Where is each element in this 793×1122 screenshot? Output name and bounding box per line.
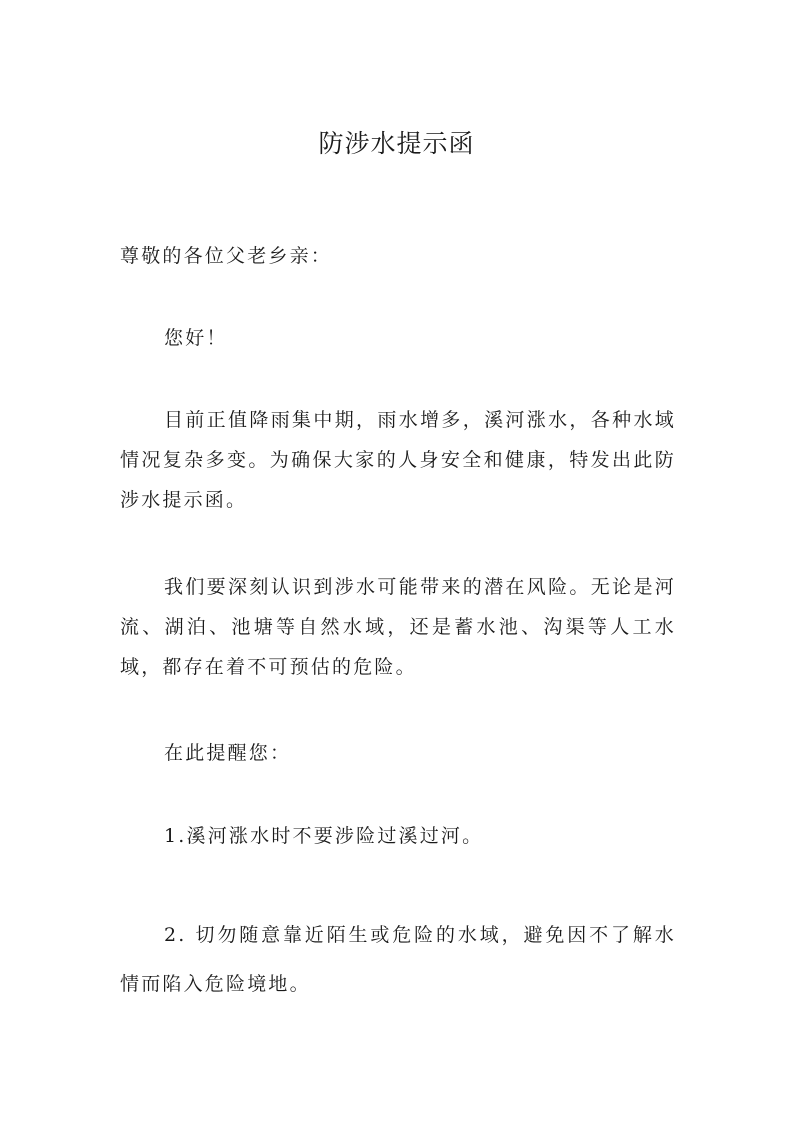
- greeting: 您好！: [164, 327, 228, 349]
- document-title: 防涉水提示函: [318, 129, 475, 158]
- body-paragraph: 目前正值降雨集中期，雨水增多，溪河涨水，各种水域情况复杂多变。为确保大家的人身安全和健康，特发出此防涉水提示函。: [120, 409, 676, 511]
- reminder-item: 1.溪河涨水时不要涉险过溪过河。: [164, 825, 484, 847]
- salutation: 尊敬的各位父老乡亲：: [120, 245, 333, 267]
- reminder-item: 2. 切勿随意靠近陌生或危险的水域，避免因不了解水情而陷入危险境地。: [120, 924, 676, 995]
- reminder-intro: 在此提醒您：: [164, 742, 292, 764]
- body-paragraph: 我们要深刻认识到涉水可能带来的潜在风险。无论是河流、湖泊、池塘等自然水域，还是蓄水池、沟渠等人工水域，都存在着不可预估的危险。: [120, 576, 676, 678]
